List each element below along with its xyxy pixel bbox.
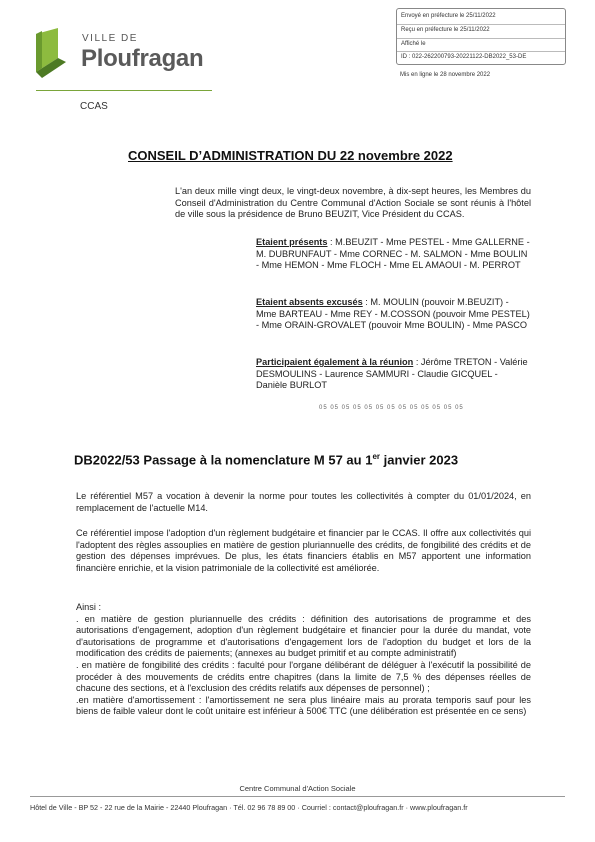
ploufragan-logo-icon	[36, 28, 70, 78]
absent-members	[256, 297, 530, 332]
deliberation-ref: DB2022/53	[74, 452, 140, 468]
bullet-fongibilite: . en matière de fongibilité des crédits : faculté pour l'organe délibérant de déléguer à l'exécutif la possibilité de procéder à des mouvements de crédits entre chapitres (dans la limite de 7,5 % des dépenses réelles de chacune des sections, et à l'exclusion des crédits relatifs aux dépenses de personnel) ;	[76, 659, 531, 694]
bullet-gestion-pluriannuelle: . en matière de gestion pluriannuelle des crédits : définition des autorisations de programme et des autorisations d'engagement, adoption d'un règlement budgétaire et financier pour la durée du mandat, vote d'autorisations de programme et d'autorisations d'engagement lors de l'adoption du budget et lors de la modification des crédits de paiements; (annexes au budget primitif et au compte administratif)	[76, 613, 531, 659]
ccas-label: CCAS	[80, 101, 108, 112]
footer-address: Hôtel de Ville - BP 52 - 22 rue de la Mairie - 22440 Ploufragan · Tél. 02 96 78 89 00 · Courriel : contact@ploufragan.fr · www.ploufragan.fr	[30, 803, 468, 812]
body-ainsi-section	[76, 602, 531, 718]
deliberation-subject-end: janvier 2023	[380, 452, 459, 468]
bullet-amortissement: .en matière d'amortissement : l'amortissement ne sera plus linéaire mais au prorata temporis sauf pour les biens de faible valeur dont le coût unitaire est inférieur à 500€ TTC (une délibération est présentée en ce sens)	[76, 694, 531, 717]
participants-label: Participaient également à la réunion	[256, 357, 414, 367]
stamp-divider	[397, 24, 565, 25]
stamp-divider	[397, 51, 565, 52]
deliberation-sup: er	[372, 452, 381, 461]
body-paragraph-2: Ce référentiel impose l'adoption d'un règlement budgétaire et financier par le CCAS. Il offre aux collectivités qui l'adoptent des règles assouplies en matière de gestion pluriannuelle des crédits, de fongibilité des crédits et de gestion des dépenses imprévues. De plus, les états financiers établis en M57 apportent une information financière enrichie, et la vision patrimoniale de la collectivité est améliorée.	[76, 528, 531, 573]
prefecture-stamp	[396, 8, 566, 65]
stamp-sent: Envoyé en préfecture le 25/11/2022	[401, 13, 496, 19]
ainsi-label: Ainsi :	[76, 602, 102, 612]
present-list: : M.BEUZIT - Mme PESTEL - Mme GALLERNE - M. DUBRUNFAUT - Mme CORNEC - M. SALMON - Mme BOULIN - Mme HEMON - Mme FLOCH - Mme EL AMAOUI - M. PERROT	[256, 237, 530, 271]
deliberation-subject: Passage à la nomenclature M 57 au 1	[139, 452, 373, 468]
deliberation-title	[74, 452, 458, 467]
stamp-id: ID : 022-262200793-20221122-DB2022_53-DE	[401, 54, 527, 60]
intro-paragraph: L'an deux mille vingt deux, le vingt-deux novembre, à dix-sept heures, les Membres du Conseil d'Administration du Centre Communal d'Action Sociale se sont réunis à l'hôtel de ville sous la présidence de Bruno BEUZIT, Vice Président du CCAS.	[175, 186, 531, 220]
stamp-received: Reçu en préfecture le 25/11/2022	[401, 27, 490, 33]
page-title: CONSEIL D’ADMINISTRATION DU 22 novembre 2022	[128, 148, 453, 163]
present-label: Etaient présents	[256, 237, 328, 247]
present-members	[256, 237, 530, 272]
absent-list: : M. MOULIN (pouvoir M.BEUZIT) - Mme BARTEAU - Mme REY - M.COSSON (pouvoir Mme PESTEL) - Mme ORAIN-GROVALET (pouvoir Mme BOULIN) - Mme PASCO	[256, 297, 530, 331]
body-paragraph-1: Le référentiel M57 a vocation à devenir la norme pour toutes les collectivités à compter du 01/01/2024, en remplacement de l'actuelle M14.	[76, 491, 531, 513]
logo-ploufragan: Ploufragan	[81, 45, 204, 72]
absent-label: Etaient absents excusés	[256, 297, 363, 307]
footer-ccas: Centre Communal d'Action Sociale	[239, 784, 356, 793]
online-date: Mis en ligne le 28 novembre 2022	[400, 72, 491, 78]
stamp-divider	[397, 38, 565, 39]
participants	[256, 357, 530, 392]
stamp-posted: Affiché le	[401, 41, 426, 47]
logo-ville-de: VILLE DE	[82, 33, 138, 44]
logo-divider	[36, 90, 212, 91]
page-mark: 05 05 05 05 05 05 05 05 05 05 05 05 05	[319, 405, 464, 411]
footer-divider	[30, 796, 565, 797]
participants-list: : Jérôme TRETON - Valérie DESMOULINS - Laurence SAMMURI - Claudie GICQUEL - Danièle BURLOT	[256, 357, 528, 391]
